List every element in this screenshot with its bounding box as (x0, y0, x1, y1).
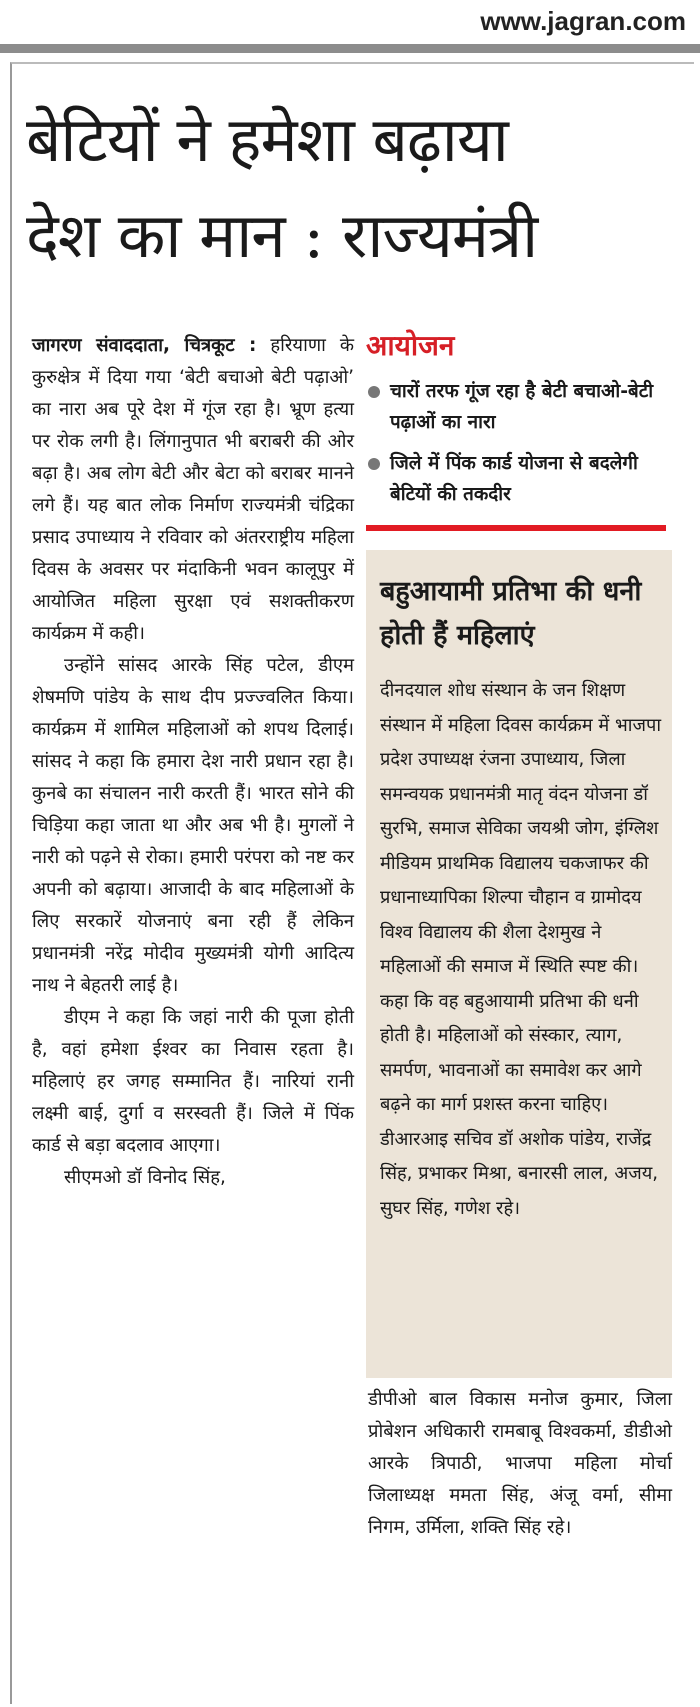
red-divider (366, 525, 666, 531)
headline (26, 92, 686, 284)
website-url: www.jagran.com (480, 6, 686, 36)
article-paragraph (32, 330, 354, 650)
header-bar (0, 44, 700, 53)
highlight-item (368, 376, 674, 438)
box-body: दीनदयाल शोध संस्थान के जन शिक्षण संस्थान में महिला दिवस कार्यक्रम में भाजपा प्रदेश उपाध्यक्ष रंजना उपाध्याय, जिला समन्वयक प्रधानमंत्री मातृ वंदन योजना डॉ सुरभि, समाज सेविका जयश्री जोग, इंग्लिश मीडियम प्राथमिक विद्यालय चकजाफर की प्रधानाध्यापिका शिल्पा चौहान व ग्रामोदय विश्व विद्यालय की शैला देशमुख ने महिलाओं की समाज में स्थिति स्पष्ट की। कहा कि वह बहुआयामी प्रतिभा की धनी होती है। महिलाओं को संस्कार, त्याग, समर्पण, भावनाओं का समावेश कर आगे बढ़ने का मार्ग प्रशस्त करना चाहिए। डीआरआइ सचिव डॉ अशोक पांडेय, राजेंद्र सिंह, प्रभाकर मिश्रा, बनारसी लाल, अजय, सुघर सिंह, गणेश रहे। (380, 680, 662, 1219)
article-paragraph: सीएमओ डॉ विनोद सिंह, (64, 1167, 226, 1188)
article-paragraph-text: हरियाणा के कुरुक्षेत्र में दिया गया ‘बेटी बचाओ बेटी पढ़ाओ’ का नारा अब पूरे देश में गूंज रहा है। भ्रूण हत्या पर रोक लगी है। लिंगानुपात भी बराबरी की ओर बढ़ा है। अब लोग बेटी और बेटा को बराबर मानने लगे हैं। यह बात लोक निर्माण राज्यमंत्री चंद्रिका प्रसाद उपाध्याय ने रविवार को अंतरराष्ट्रीय महिला दिवस के अवसर पर मंदाकिनी भवन कालूपुर में आयोजित महिला सुरक्षा एवं सशक्तीकरण कार्यक्रम में कही। (32, 335, 354, 644)
grey-dot-icon (368, 386, 380, 398)
article-continuation: डीपीओ बाल विकास मनोज कुमार, जिला प्रोबेशन अधिकारी रामबाबू विश्वकर्मा, डीडीओ आरके त्रिपाठी, भाजपा महिला मोर्चा जिलाध्यक्ष ममता सिंह, अंजू वर्मा, सीमा निगम, उर्मिला, शक्ति सिंह रहे। (368, 1389, 672, 1538)
section-label: आयोजन (366, 329, 455, 362)
highlight-text: चारों तरफ गूंज रहा है बेटी बचाओ-बेटी पढ़ाओं का नारा (390, 381, 654, 433)
grey-dot-icon (368, 458, 380, 470)
box-title: बहुआयामी प्रतिभा की धनी होती हैं महिलाएं (380, 576, 642, 651)
highlight-list (368, 376, 674, 520)
byline: जागरण संवाददाता, चित्रकूट : (32, 335, 257, 356)
highlight-text: जिले में पिंक कार्ड योजना से बदलेगी बेटियों की तकदीर (390, 453, 638, 505)
headline-line-1: बेटियों ने हमेशा बढ़ाया (26, 103, 508, 176)
highlight-item (368, 448, 674, 510)
article-paragraph: उन्होंने सांसद आरके सिंह पटेल, डीएम शेषमणि पांडेय के साथ दीप प्रज्ज्वलित किया। कार्यक्रम में शामिल महिलाओं को शपथ दिलाई। सांसद ने कहा कि हमारा देश नारी प्रधान रहा है। कुनबे का संचालन नारी करती हैं। भारत सोने की चिड़िया कहा जाता था और अब भी है। मुगलों ने नारी को पढ़ने से रोका। हमारी परंपरा को नष्ट कर अपनी को बढ़ाया। आजादी के बाद महिलाओं के लिए सरकारें योजनाएं बना रही हैं लेकिन प्रधानमंत्री नरेंद्र मोदीव मुख्यमंत्री योगी आदित्य नाथ ने बेहतरी लाई है। (32, 655, 354, 996)
article-paragraph: डीएम ने कहा कि जहां नारी की पूजा होती है, वहां हमेशा ईश्वर का निवास रहता है। महिलाएं हर जगह सम्मानित हैं। नारियां रानी लक्ष्मी बाई, दुर्गा व सरस्वती हैं। जिले में पिंक कार्ड से बड़ा बदलाव आएगा। (32, 1007, 355, 1156)
headline-line-2: देश का मान : राज्यमंत्री (26, 199, 538, 272)
article-column (32, 330, 354, 1194)
sidebar-box (366, 550, 672, 1378)
